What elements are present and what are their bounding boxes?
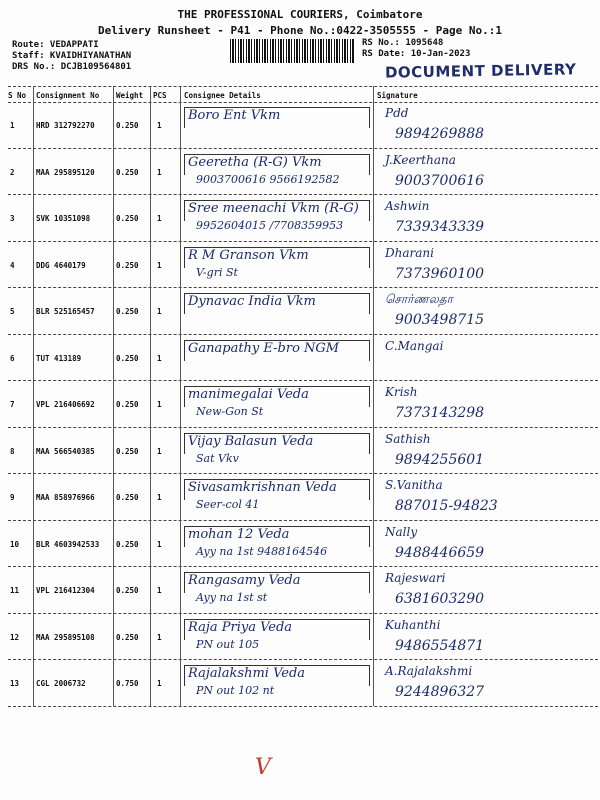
route-label: Route: VEDAPPATI [12, 40, 99, 50]
row-divider [8, 427, 598, 428]
row-sno: 12 [10, 632, 20, 642]
row-sno: 5 [10, 307, 15, 316]
consignee-box [184, 526, 370, 547]
row-signature-phone: 6381603290 [395, 591, 485, 607]
row-signature: S.Vanitha [385, 478, 443, 492]
row-weight: 0.250 [116, 121, 139, 130]
document-delivery-stamp: DOCUMENT DELIVERY [384, 60, 577, 82]
row-signature-phone: 9244896327 [395, 684, 485, 700]
rs-number: RS No.: 1095648 [362, 38, 444, 48]
row-consignee-name: Sivasamkrishnan Veda [188, 480, 337, 495]
row-signature-phone: 887015-94823 [395, 498, 498, 514]
company-title: THE PROFESSIONAL COURIERS, Coimbatore [177, 8, 423, 21]
row-consignee-detail: V-gri St [196, 265, 238, 279]
row-signature: C.Mangai [385, 338, 444, 353]
row-pcs: 1 [157, 679, 162, 688]
row-sno: 13 [10, 679, 20, 688]
row-signature: A.Rajalakshmi [385, 664, 473, 678]
row-pcs: 1 [157, 353, 162, 363]
col-signature: Signature [377, 91, 418, 100]
check-mark: V [255, 755, 271, 780]
staff-label: Staff: KVAIDHIYANATHAN [12, 51, 132, 61]
row-signature-phone: 9486554871 [395, 637, 485, 654]
row-weight: 0.250 [116, 400, 139, 409]
row-signature: Sathish [385, 431, 431, 446]
row-weight: 0.250 [116, 353, 139, 363]
row-pcs: 1 [157, 632, 162, 642]
row-pcs: 1 [157, 307, 162, 316]
row-weight: 0.250 [116, 307, 139, 316]
row-sno: 8 [10, 446, 15, 456]
row-signature: Ashwin [385, 199, 430, 213]
row-sno: 2 [10, 167, 15, 177]
barcode [230, 39, 354, 63]
row-pcs: 1 [157, 493, 162, 502]
row-consignee-detail: Seer-col 41 [196, 498, 260, 511]
row-consignee-detail: Sat Vkv [196, 451, 239, 465]
row-consignment: DDG 4640179 [36, 260, 86, 270]
consignee-box [184, 619, 370, 640]
row-sno: 7 [10, 400, 15, 409]
row-divider [8, 380, 598, 381]
rs-date: RS Date: 10-Jan-2023 [362, 49, 471, 59]
consignee-box [184, 340, 370, 361]
row-consignee-name: Geeretha (R-G) Vkm [188, 154, 322, 170]
row-consignee-name: Raja Priya Veda [188, 619, 293, 635]
drs-number: DRS No.: DCJB109564801 [12, 62, 132, 72]
row-divider [8, 241, 598, 242]
row-consignee-name: manimegalai Veda [188, 387, 309, 402]
runsheet-title: Delivery Runsheet - P41 - Phone No.:0422-3505555 - Page No.:1 [98, 24, 502, 37]
row-divider [8, 659, 598, 660]
header-divider-top [8, 86, 598, 87]
row-weight: 0.250 [116, 539, 139, 549]
row-signature: Krish [385, 385, 418, 399]
row-signature: Rajeswari [385, 571, 446, 585]
row-signature: Dharani [385, 245, 434, 260]
row-consignee-name: Boro Ent Vkm [188, 108, 281, 123]
row-divider [8, 706, 598, 707]
row-pcs: 1 [157, 167, 162, 177]
row-signature-phone: 9894269888 [395, 126, 485, 142]
row-consignee-name: mohan 12 Veda [188, 526, 290, 542]
row-consignee-detail: 9952604015 /7708359953 [196, 219, 344, 232]
row-consignee-name: Dynavac India Vkm [188, 294, 316, 309]
row-sno: 4 [10, 260, 15, 270]
row-sno: 10 [10, 539, 20, 549]
consignee-box [184, 154, 370, 175]
consignee-box [184, 433, 370, 454]
row-consignee-detail: Ayy na 1st st [196, 591, 268, 604]
row-signature: Nally [385, 524, 418, 539]
header-divider-bottom [8, 102, 598, 103]
row-consignee-name: Vijay Balasun Veda [188, 433, 314, 449]
row-pcs: 1 [157, 214, 162, 223]
row-consignee-detail: New-Gon St [196, 405, 264, 418]
row-signature-phone: 7373143298 [395, 405, 485, 421]
col-pcs: PCS [153, 91, 167, 100]
row-divider [8, 566, 598, 567]
row-consignment: CGL 2006732 [36, 679, 86, 688]
row-sno: 9 [10, 493, 15, 502]
row-signature-phone: 7339343339 [395, 219, 485, 235]
row-consignment: BLR 525165457 [36, 307, 95, 316]
row-pcs: 1 [157, 539, 162, 549]
consignee-box [184, 572, 370, 593]
row-consignment: MAA 295895120 [36, 167, 95, 177]
row-pcs: 1 [157, 400, 162, 409]
row-signature-phone: 9003498715 [395, 312, 485, 328]
row-weight: 0.250 [116, 446, 139, 456]
consignee-box [184, 247, 370, 268]
row-weight: 0.250 [116, 214, 139, 223]
row-sno: 1 [10, 121, 15, 130]
row-pcs: 1 [157, 121, 162, 130]
col-weight: Weight [116, 91, 144, 100]
row-consignee-name: Rangasamy Veda [188, 573, 301, 588]
consignee-box [184, 107, 370, 128]
row-pcs: 1 [157, 446, 162, 456]
row-consignee-detail: PN out 102 nt [196, 684, 275, 697]
row-weight: 0.250 [116, 586, 139, 595]
row-consignment: VPL 216412304 [36, 586, 95, 595]
row-consignment: MAA 295895108 [36, 632, 95, 642]
row-signature-phone: 7373960100 [395, 265, 485, 282]
consignee-box [184, 200, 370, 221]
row-consignee-name: R M Granson Vkm [188, 247, 309, 263]
row-consignee-detail: PN out 105 [196, 637, 260, 651]
row-signature: J.Keerthana [385, 152, 456, 167]
row-divider [8, 194, 598, 195]
consignee-box [184, 386, 370, 407]
row-divider [8, 334, 598, 335]
row-consignment: VPL 216406692 [36, 400, 95, 409]
row-pcs: 1 [157, 586, 162, 595]
row-divider [8, 613, 598, 614]
row-weight: 0.250 [116, 493, 139, 502]
row-signature-phone: 9488446659 [395, 544, 485, 561]
row-consignee-name: Rajalakshmi Veda [188, 666, 306, 681]
row-weight: 0.750 [116, 679, 139, 688]
row-signature: சொர்ணலதா [385, 292, 453, 306]
consignee-box [184, 479, 370, 500]
row-divider [8, 287, 598, 288]
row-sno: 11 [10, 586, 20, 595]
consignee-box [184, 293, 370, 314]
row-sno: 6 [10, 353, 15, 363]
row-signature: Pdd [385, 106, 409, 120]
row-consignment: HRD 312792270 [36, 121, 95, 130]
row-consignment: TUT 413189 [36, 353, 82, 363]
row-signature: Kuhanthi [385, 617, 441, 632]
row-divider [8, 520, 598, 521]
row-consignment: MAA 566540385 [36, 446, 95, 456]
row-pcs: 1 [157, 260, 162, 270]
row-consignee-detail: 9003700616 9566192582 [196, 172, 340, 186]
row-consignee-detail: Ayy na 1st 9488164546 [196, 544, 328, 558]
row-weight: 0.250 [116, 167, 139, 177]
row-signature-phone: 9003700616 [395, 172, 485, 189]
row-sno: 3 [10, 214, 15, 223]
col-consignment: Consignment No [36, 91, 100, 100]
col-details: Consignee Details [184, 91, 261, 100]
row-divider [8, 473, 598, 474]
row-divider [8, 148, 598, 149]
row-signature-phone: 9894255601 [395, 451, 485, 468]
row-consignee-name: Sree meenachi Vkm (R-G) [188, 201, 359, 216]
row-weight: 0.250 [116, 632, 139, 642]
consignee-box [184, 665, 370, 686]
row-weight: 0.250 [116, 260, 139, 270]
col-sno: S No [8, 91, 27, 100]
row-consignment: SVK 10351098 [36, 214, 91, 223]
row-consignment: BLR 4603942533 [36, 539, 100, 549]
row-consignment: MAA 858976966 [36, 493, 95, 502]
row-consignee-name: Ganapathy E-bro NGM [188, 340, 340, 356]
